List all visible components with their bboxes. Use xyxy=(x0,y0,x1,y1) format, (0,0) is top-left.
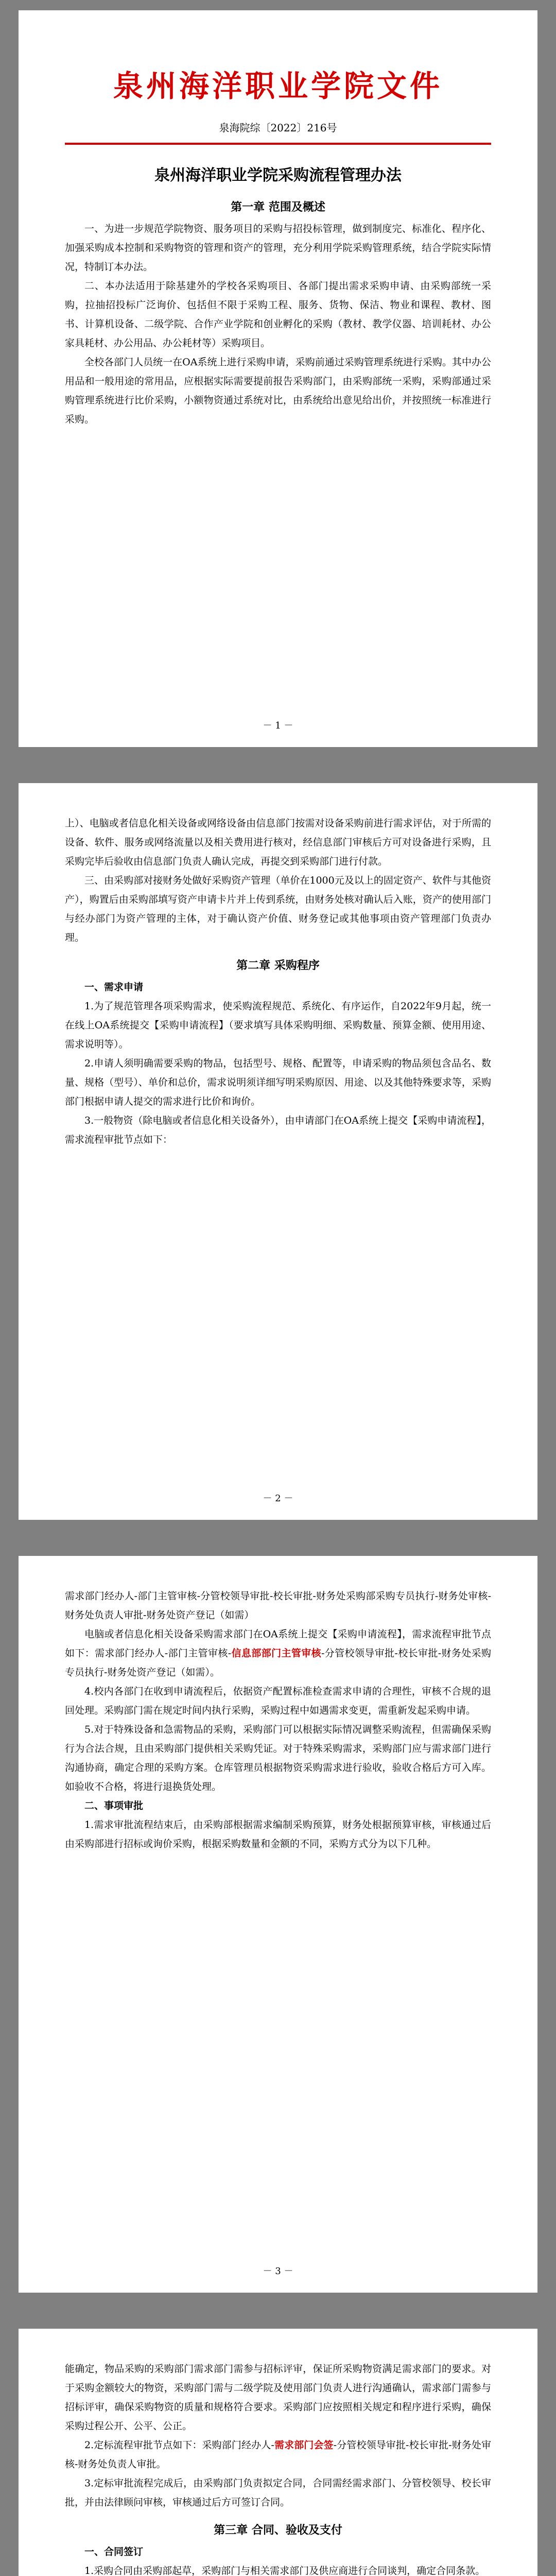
paragraph: 1.需求审批流程结束后，由采购部根据需求编制采购预算，财务处根据预算审核，审核通过后由采购部进行招标或询价采购，根据采购数量和金额的不同，采购方式分为以下几种。 xyxy=(65,1819,491,1850)
paragraph: 三、由采购部对接财务处做好采购资产管理（单价在1000元及以上的固定资产、软件与其他资产），购置后由采购部填写资产申请卡片并上传到系统，由财务处核对确认后入账，资产的使用部门与经办部门为资产管理的主体，对于确认资产价值、财务登记或其他事项由资产管理部门负责办理。 xyxy=(65,875,491,943)
highlighted-text: 需求部门会签 xyxy=(274,2439,334,2451)
chapter-1-heading: 第一章 范围及概述 xyxy=(231,201,325,214)
section-heading: 一、需求申请 xyxy=(84,981,144,993)
paragraph-with-highlight xyxy=(65,1625,491,1682)
text-segment: -分管校领导审批-校长审批-财务处采购专员执行-财务处资产登记（如需）。 xyxy=(65,1648,491,1678)
text-segment: 2.定标流程审批节点如下：采购部门经办人- xyxy=(84,2439,274,2451)
document-header-title: 泉州海洋职业学院文件 xyxy=(113,69,443,104)
page-number: － 3 － xyxy=(263,2266,293,2277)
section-heading: 二、事项审批 xyxy=(84,1800,144,1811)
text-segment: -分管校领导审批-校长审批-财务处审核-财务处负责人审批。 xyxy=(65,2439,491,2470)
page-number: － 2 － xyxy=(263,1493,293,1504)
document-page-3 xyxy=(19,1556,537,2293)
paragraph: 需求部门经办人-部门主管审核-分管校领导审批-校长审批-财务处采购部采购专员执行-财务处审核-财务处负责人审批-财务处资产登记（如需） xyxy=(65,1590,491,1621)
paragraph: 能确定，物品采购的采购部门需求部门需参与招标评审，保证所采购物资满足需求部门的要求。对于采购金额较大的物资，采购部门需与二级学院及使用部门负责人进行沟通确认，需求部门需参与招标评审，确保采购物资的质量和规格符合要求。采购部门应按照相关规定和程序进行采购，确保采购过程公开、公平、公正。 xyxy=(65,2363,491,2432)
paragraph: 3.一般物资（除电脑或者信息化相关设备外），由申请部门在OA系统上提交【采购申请流程】，需求流程审批节点如下： xyxy=(65,1115,491,1145)
paragraph: 全校各部门人员统一在OA系统上进行采购申请，采购前通过采购管理系统进行采购。其中办公用品和一般用途的常用品，应根据实际需要提前报告采购部门，由采购部统一采购，采购部通过采购管理系统进行比价采购，小额物资通过系统对比，由系统给出意见给出价，并按照统一标准进行采购。 xyxy=(65,357,491,425)
section-heading: 一、合同签订 xyxy=(84,2546,144,2557)
document-title: 泉州海洋职业学院采购流程管理办法 xyxy=(154,166,402,184)
paragraph: 2.申请人须明确需要采购的物品，包括型号、规格、配置等，申请采购的物品须包含品名、数量、规格（型号）、单价和总价，需求说明须详细写明采购原因、用途、以及其他特殊要求等，采购部门根据申请人提交的需求进行比价和询价。 xyxy=(65,1058,491,1107)
page-number: － 1 － xyxy=(263,720,293,731)
document-page-4 xyxy=(19,2329,537,2576)
paragraph: 1.为了规范管理各项采购需求，使采购流程规范、系统化、有序运作，自2022年9月起，统一在线上OA系统提交【采购申请流程】（要求填写具体采购明细、采购数量、预算金额、使用用途、需求说明等）。 xyxy=(65,1001,491,1050)
chapter-3-heading: 第三章 合同、验收及支付 xyxy=(214,2524,342,2537)
red-divider xyxy=(65,143,491,145)
paragraph-with-highlight xyxy=(65,2436,491,2474)
paragraph: 一、为进一步规范学院物资、服务项目的采购与招投标管理，做到制度完、标准化、程序化、加强采购成本控制和采购物资的管理和资产的管理，充分利用学院采购管理系统，结合学院实际情况，特制订本办法。 xyxy=(65,223,491,273)
paragraph: 5.对于特殊设备和急需物品的采购，采购部门可以根据实际情况调整采购流程，但需确保采购行为合法合规，且由采购部门提供相关采购凭证。对于特殊采购需求，采购部门应与需求部门进行沟通协商，确定合理的采购方案。仓库管理员根据物资采购需求进行验收，验收合格后方可入库。如验收不合格，将进行退换货处理。 xyxy=(65,1724,491,1792)
document-page-2 xyxy=(19,783,537,1520)
paragraph: 二、本办法适用于除基建外的学校各采购项目、各部门提出需求采购申请、由采购部统一采购，拉抽招投标广泛询价、包括但不限于采购工程、服务、货物、保洁、物业和课程、教材、图书、计算机设备、二级学院、合作产业学院和创业孵化的采购（教材、教学仪器、培训耗材、办公家具耗材、办公用品、办公耗材等）采购项目。 xyxy=(65,280,491,349)
paragraph: 3.定标审批流程完成后，由采购部门负责拟定合同，合同需经需求部门、分管校领导、校长审批，并由法律顾问审核，审核通过后方可签订合同。 xyxy=(65,2478,491,2508)
document-page-1 xyxy=(19,10,537,747)
highlighted-text: 信息部部门主管审核 xyxy=(231,1648,321,1659)
text-segment: 电脑或者信息化相关设备采购需求部门在OA系统上提交【采购申请流程】，需求流程审批节点如下：需求部门经办人-部门主管审核- xyxy=(65,1629,491,1659)
paragraph: 1.采购合同由采购部起草，采购部门与相关需求部门及供应商进行合同谈判，确定合同条款。 xyxy=(84,2565,485,2576)
paragraph: 4.校内各部门在收到申请流程后，依据资产配置标准检查需求申请的合理性，审核不合规的退回处理。采购部门需在规定时间内执行采购，采购过程中如遇需求变更，需重新发起采购申请。 xyxy=(65,1686,491,1716)
document-number: 泉海院综〔2022〕216号 xyxy=(219,122,337,134)
chapter-2-heading: 第二章 采购程序 xyxy=(236,959,320,972)
paragraph: 上）、电脑或者信息化相关设备或网络设备由信息部门按需对设备采购前进行需求评估，对于所需的设备、软件、服务或网络流量以及相关费用进行核对，经信息部门审核后方可对设备进行采购，且采购完毕后验收由信息部门负责人确认完成，再提交到采购部门进行付款。 xyxy=(65,818,491,867)
